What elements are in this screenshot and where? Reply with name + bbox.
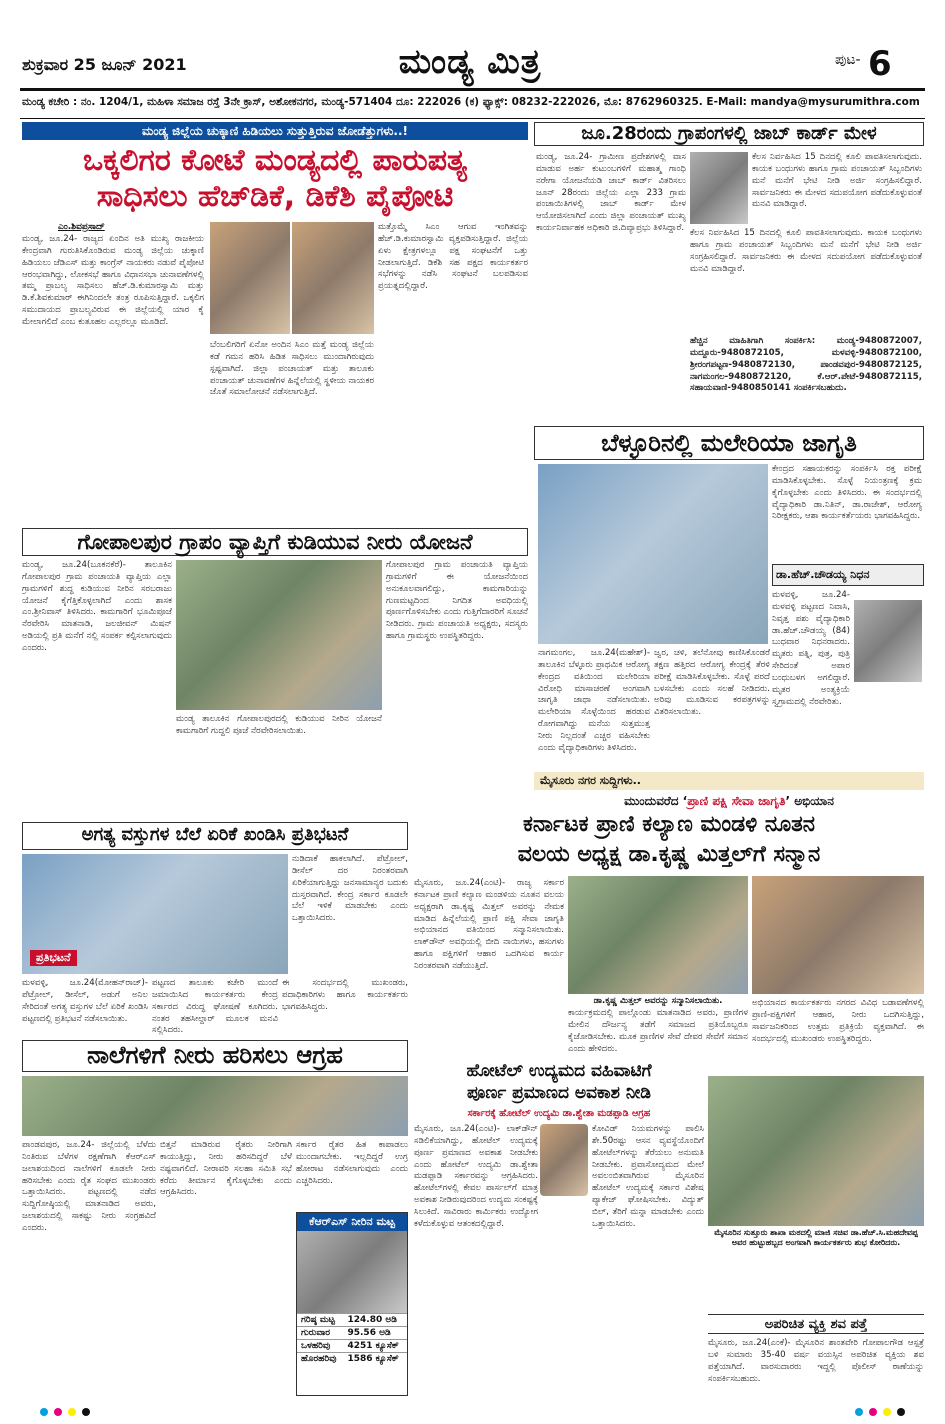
- masthead-rule: [20, 88, 925, 91]
- registration-dot-black: [897, 1408, 905, 1416]
- table-row: [297, 1353, 407, 1366]
- job-fair-column-1: ಮಂಡ್ಯ, ಜೂ.24- ಗ್ರಾಮೀಣ ಪ್ರದೇಶಗಳಲ್ಲಿ ವಾಸ ಮಾಡುವ ಅರ್ಹ ಕುಟುಂಬಗಳಿಗೆ ಮಹಾತ್ಮ ಗಾಂಧಿ ನರೇಗಾ ಯೋಜನೆಯಡಿ ಜಾಬ್ ಕಾರ್ಡ್ ವಿತರಿಸಲು ಜೂನ್ 28ರಂದು ಜಿಲ್ಲೆಯ ಎಲ್ಲಾ 233 ಗ್ರಾಮ ಪಂಚಾಯಿತಿಗಳಲ್ಲಿ ಜಾಬ್ ಕಾರ್ಡ್ ಮೇಳ ಆಯೋಜಿಸಲಾಗಿದೆ ಎಂದು ಜಿಲ್ಲಾ ಪಂಚಾಯತ್ ಮುಖ್ಯ ಕಾರ್ಯನಿರ್ವಾಹಕ ಅಧಿಕಾರಿ ಜಿ.ದಿವ್ಯಾಪ್ರಭು ತಿಳಿಸಿದ್ದಾರೆ.: [536, 152, 686, 234]
- animal-headline-line1: ಕರ್ನಾಟಕ ಪ್ರಾಣಿ ಕಲ್ಯಾಣ ಮಂಡಳಿ ನೂತನ: [523, 812, 815, 837]
- registration-dot-black: [82, 1408, 90, 1416]
- canal-headline: ನಾಲೆಗಳಿಗೆ ನೀರು ಹರಿಸಲು ಆಗ್ರಹ: [87, 1041, 343, 1069]
- krs-row-label: ಗುರುವಾರ: [297, 1327, 343, 1340]
- krs-row-value: 4251 ಕ್ಯೂಸೆಕ್: [343, 1340, 407, 1353]
- price-column-2: ಪಟ್ಟಣದ ತಾಲೂಕು ಕಚೇರಿ ಮುಂದೆ ಜಮಾಯಿಸಿದ ಕಾರ್ಯಕರ್ತರು ಕೇಂದ್ರ ಸರ್ಕಾರದ ವಿರುದ್ಧ ಘೋಷಣೆ ಕೂಗಿದರು. ನಂತರ ತಹಸೀಲ್ದಾರ್ ಮೂಲಕ ಮನವಿ ಸಲ್ಲಿಸಿದರು.: [152, 978, 278, 1036]
- mysuru-news-tag: ಮೈಸೂರು ನಗರ ಸುದ್ದಿಗಳು..: [534, 772, 924, 790]
- lead-headline-line1: ಒಕ್ಕಲಿಗರ ಕೋಟೆ ಮಂಡ್ಯದಲ್ಲಿ ಪಾರುಪತ್ಯ: [82, 143, 467, 178]
- water-column-2: ಗೋಪಾಲಪುರ ಗ್ರಾಮ ಪಂಚಾಯತಿ ವ್ಯಾಪ್ತಿಯ ಗ್ರಾಮಗಳಿಗೆ ಈ ಯೋಜನೆಯಿಂದ ಅನುಕೂಲವಾಗಲಿದ್ದು, ಕಾಮಗಾರಿಯನ್ನು ಗುಣಮಟ್ಟದಿಂದ ನಿಗದಿತ ಅವಧಿಯಲ್ಲಿ ಪೂರ್ಣಗೊಳಿಸಬೇಕು ಎಂದು ಗುತ್ತಿಗೆದಾರರಿಗೆ ಸೂಚನೆ ನೀಡಿದರು. ಗ್ರಾಮ ಪಂಚಾಯತಿ ಅಧ್ಯಕ್ಷರು, ಸದಸ್ಯರು ಹಾಗೂ ಗ್ರಾಮಸ್ಥರು ಉಪಸ್ಥಿತರಿದ್ದರು.: [386, 560, 528, 642]
- registration-dot-cyan: [40, 1408, 48, 1416]
- malaria-photo: [538, 464, 768, 644]
- unknown-body-title: ಅಪರಿಚಿತ ವ್ಯಕ್ತಿ ಶವ ಪತ್ತೆ: [708, 1314, 924, 1334]
- office-info-bar: ಮಂಡ್ಯ ಕಚೇರಿ : ನಂ. 1204/1, ಮಹಿಳಾ ಸಮಾಜ ರಸ್ತೆ 3ನೇ ಕ್ರಾಸ್, ಅಶೋಕನಗರ, ಮಂಡ್ಯ-571404 ದೂ: 222026 (ಕ) ಫ್ಯಾಕ್ಸ್: 08232-222026, ಮೊ: 8762960325. E-Mail: mandya@mysurumithra.com: [22, 96, 920, 108]
- page-number: 6: [868, 44, 892, 84]
- registration-dot-magenta: [54, 1408, 62, 1416]
- canal-meeting-photo: [22, 1076, 408, 1136]
- newspaper-logo: ಮಂಡ್ಯ ಮಿತ್ರ: [398, 42, 542, 82]
- hotel-column-1: ಮೈಸೂರು, ಜೂ.24(ಎಂಟಿ)- ಲಾಕ್‌ಡೌನ್ ಸಡಿಲಿಕೆಯಾಗಿದ್ದು, ಹೋಟೆಲ್ ಉದ್ಯಮಕ್ಕೆ ಪೂರ್ಣ ಪ್ರಮಾಣದ ಅವಕಾಶ ನೀಡಬೇಕು ಎಂದು ಹೋಟೆಲ್ ಉದ್ಯಮಿ ಡಾ.ಶ್ವೇತಾ ಮಡಪ್ಪಾಡಿ ಸರ್ಕಾರವನ್ನು ಆಗ್ರಹಿಸಿದರು. ಹೋಟೆಲ್‌ಗಳಲ್ಲಿ ಕೇವಲ ಪಾರ್ಸಲ್‌ಗೆ ಮಾತ್ರ ಅವಕಾಶ ನೀಡಿರುವುದರಿಂದ ಉದ್ಯಮ ಸಂಕಷ್ಟಕ್ಕೆ ಸಿಲುಕಿದೆ. ಸಾವಿರಾರು ಕಾರ್ಮಿಕರು ಉದ್ಯೋಗ ಕಳೆದುಕೊಳ್ಳುವ ಆತಂಕದಲ್ಲಿದ್ದಾರೆ.: [414, 1124, 538, 1229]
- price-side-text: ನುಡಿದಾಕೆ ಹಾಕಲಾಗಿದೆ. ಪೆಟ್ರೋಲ್, ಡೀಸೆಲ್ ದರ ನಿರಂತರವಾಗಿ ಏರಿಕೆಯಾಗುತ್ತಿದ್ದು ಜನಸಾಮಾನ್ಯರ ಬದುಕು ದುಸ್ತರವಾಗಿದೆ. ಕೇಂದ್ರ ಸರ್ಕಾರ ಕೂಡಲೇ ಬೆಲೆ ಇಳಿಕೆ ಮಾಡಬೇಕು ಎಂದು ಒತ್ತಾಯಿಸಿದರು.: [292, 854, 408, 924]
- krs-table: [297, 1313, 407, 1365]
- malaria-side-text: ಕೇಂದ್ರದ ಸಹಾಯಕರನ್ನು ಸಂಪರ್ಕಿಸಿ ರಕ್ತ ಪರೀಕ್ಷೆ ಮಾಡಿಸಿಕೊಳ್ಳಬೇಕು. ಸೊಳ್ಳೆ ನಿಯಂತ್ರಣಕ್ಕೆ ಕ್ರಮ ಕೈಗೊಳ್ಳಬೇಕು ಎಂದು ತಿಳಿಸಿದರು. ಈ ಸಂದರ್ಭದಲ್ಲಿ ವೈದ್ಯಾಧಿಕಾರಿ ಡಾ.ನಿತಿನ್, ಡಾ.ರಾಜೇಶ್, ಆರೋಗ್ಯ ನಿರೀಕ್ಷಕರು, ಆಶಾ ಕಾರ್ಯಕರ್ತೆಯರು ಭಾಗವಹಿಸಿದ್ದರು.: [772, 464, 922, 522]
- hotel-headline-line1: ಹೋಟೆಲ್ ಉದ್ಯಮದ ವಹಿವಾಟಿಗೆ: [466, 1061, 652, 1081]
- lead-kicker: ಮಂಡ್ಯ ಜಿಲ್ಲೆಯ ಚುಕ್ಕಾಣಿ ಹಿಡಿಯಲು ಸುತ್ತುತ್ತಿರುವ ಜೋಡೆತ್ತುಗಳು..!: [22, 122, 528, 140]
- krs-row-label: ಒಳಹರಿವು: [297, 1340, 343, 1353]
- animal-kicker-post: ’ ಅಭಿಯಾನ: [785, 794, 834, 808]
- water-column-1: ಮಂಡ್ಯ, ಜೂ.24(ಬೂಕನಕೆರೆ)- ತಾಲೂಕಿನ ಗೋಪಾಲಪುರ ಗ್ರಾಮ ಪಂಚಾಯತಿ ವ್ಯಾಪ್ತಿಯ ಎಲ್ಲಾ ಗ್ರಾಮಗಳಿಗೆ ಶುದ್ಧ ಕುಡಿಯುವ ನೀರಿನ ಸರಬರಾಜು ಯೋಜನೆ ಕೈಗೆತ್ತಿಕೊಳ್ಳಲಾಗಿದೆ ಎಂದು ಶಾಸಕ ಎಂ.ಶ್ರೀನಿವಾಸ್ ತಿಳಿಸಿದರು. ಕಾಮಗಾರಿಗೆ ಭೂಮಿಪೂಜೆ ನೆರವೇರಿಸಿ ಮಾತನಾಡಿ, ಜಲಜೀವನ್ ಮಿಷನ್ ಅಡಿಯಲ್ಲಿ ಪ್ರತಿ ಮನೆಗೆ ನಲ್ಲಿ ಸಂಪರ್ಕ ಕಲ್ಪಿಸಲಾಗುವುದು ಎಂದರು.: [22, 560, 172, 654]
- protest-banner-label: ಪ್ರತಿಭಟನೆ: [30, 950, 77, 966]
- issue-date: ಶುಕ್ರವಾರ 25 ಜೂನ್ 2021: [22, 55, 187, 74]
- krs-dam-photo: [297, 1231, 407, 1313]
- krs-water-level-box: [296, 1212, 408, 1396]
- registration-dot-magenta: [869, 1408, 877, 1416]
- unknown-body-text: ಮೈಸೂರು, ಜೂ.24(ಎಂಕೆ)- ಮೈಸೂರಿನ ಶಾಂತವೇರಿ ಗೋಪಾಲಗೌಡ ಆಸ್ಪತ್ರೆ ಬಳಿ ಸುಮಾರು 35-40 ವರ್ಷ ವಯಸ್ಸಿನ ಅಪರಿಚಿತ ವ್ಯಕ್ತಿಯ ಶವ ಪತ್ತೆಯಾಗಿದೆ. ವಾರಸುದಾರರು ಇದ್ದಲ್ಲಿ ಪೊಲೀಸ್ ಠಾಣೆಯನ್ನು ಸಂಪರ್ಕಿಸಬಹುದು.: [708, 1338, 924, 1384]
- price-headline: ಅಗತ್ಯ ವಸ್ತುಗಳ ಬೆಲೆ ಏರಿಕೆ ಖಂಡಿಸಿ ಪ್ರತಿಭಟನೆ: [81, 824, 349, 845]
- animal-kicker: [534, 794, 924, 812]
- animal-kicker-pre: ಮುಂದುವರೆದ ‘: [624, 794, 688, 808]
- animal-caption: ಡಾ.ಕೃಷ್ಣ ಮಿತ್ತಲ್ ಅವರನ್ನು ಸನ್ಮಾನಿಸಲಾಯಿತು.: [593, 996, 723, 1006]
- job-fair-column-2b: ಕೆಲಸ ನಿರ್ವಹಿಸಿದ 15 ದಿನದಲ್ಲಿ ಕೂಲಿ ಪಾವತಿಸಲಾಗುವುದು. ಕಾಯಕ ಬಂಧುಗಳು ಹಾಗೂ ಗ್ರಾಮ ಪಂಚಾಯತ್ ಸಿಬ್ಬಂದಿಗಳು ಮನೆ ಮನೆಗೆ ಭೇಟಿ ನೀಡಿ ಅರ್ಜಿ ಸಂಗ್ರಹಿಸಲಿದ್ದಾರೆ. ಸಾರ್ವಜನಿಕರು ಈ ಮೇಳದ ಸದುಪಯೋಗ ಪಡೆದುಕೊಳ್ಳುವಂತೆ ಮನವಿ ಮಾಡಿದ್ದಾರೆ.: [752, 152, 922, 210]
- malaria-headline: ಬೆಳ್ಳೂರಿನಲ್ಲಿ ಮಲೇರಿಯಾ ಜಾಗೃತಿ: [601, 429, 857, 457]
- krs-row-value: 1586 ಕ್ಯೂಸೆಕ್: [343, 1353, 407, 1366]
- lead-column-2: ಮತ್ತೊಮ್ಮೆ ಸಿಎಂ ಆಗುವ ಇಂಗಿತವನ್ನು ಹೆಚ್.ಡಿ.ಕುಮಾರಸ್ವಾಮಿ ವ್ಯಕ್ತಪಡಿಸುತ್ತಿದ್ದಾರೆ. ಜಿಲ್ಲೆಯ ಏಳು ಕ್ಷೇತ್ರಗಳಲ್ಲೂ ಪಕ್ಷ ಸಂಘಟನೆಗೆ ಒತ್ತು ನೀಡಲಾಗುತ್ತಿದೆ. ಡಿಕೆಶಿ ಸಹ ಪಕ್ಷದ ಕಾರ್ಯಕರ್ತರ ಸಭೆಗಳನ್ನು ನಡೆಸಿ ಸಂಘಟನೆ ಬಲಪಡಿಸುವ ಪ್ರಯತ್ನದಲ್ಲಿದ್ದಾರೆ.: [378, 222, 528, 292]
- lead-column-1: ಮಂಡ್ಯ, ಜೂ.24- ರಾಜ್ಯದ ಏಂದಿನ ಅತಿ ಮುಖ್ಯ ರಾಜಕೀಯ ಕೇಂದ್ರವಾಗಿ ಗುರುತಿಸಿಕೊಂಡಿರುವ ಮಂಡ್ಯ ಜಿಲ್ಲೆಯ ಚುಕ್ಕಾಣಿ ಹಿಡಿಯಲು ಜೆಡಿಎಸ್ ಮತ್ತು ಕಾಂಗ್ರೆಸ್ ನಾಯಕರು ನಡುವೆ ಪೈಪೋಟಿ ಆರಂಭವಾಗಿದ್ದು, ಲೋಕಸಭೆ ಹಾಗೂ ವಿಧಾನಸಭಾ ಚುನಾವಣೆಗಳಲ್ಲಿ ತಮ್ಮ ಪ್ರಾಬಲ್ಯ ಸಾಧಿಸಲು ಹೆಚ್.ಡಿ.ಕುಮಾರಸ್ವಾಮಿ ಮತ್ತು ಡಿ.ಕೆ.ಶಿವಕುಮಾರ್ ಈಗಿನಿಂದಲೇ ತಂತ್ರ ರೂಪಿಸುತ್ತಿದ್ದಾರೆ. ಒಕ್ಕಲಿಗ ಸಮುದಾಯದ ಪ್ರಾಬಲ್ಯವಿರುವ ಈ ಜಿಲ್ಲೆಯಲ್ಲಿ ಯಾರ ಕೈ ಮೇಲಾಗಲಿದೆ ಎಂಬ ಕುತೂಹಲ ಎಲ್ಲರಲ್ಲೂ ಮೂಡಿದೆ.: [22, 234, 204, 328]
- krs-row-label: ಹೊರಹರಿವು: [297, 1353, 343, 1366]
- canal-column-3: ಸರ್ಕಾರ ರೈತರ ಹಿತ ಕಾಪಾಡಲು ಮುಂದಾಗಬೇಕು. ಇಲ್ಲದಿದ್ದರೆ ಉಗ್ರ ಹೋರಾಟ ನಡೆಸಲಾಗುವುದು ಎಂದು ಎಚ್ಚರಿಸಿದರು.: [296, 1140, 408, 1186]
- hotel-kicker: ಸರ್ಕಾರಕ್ಕೆ ಹೋಟೆಲ್ ಉದ್ಯಮಿ ಡಾ.ಶ್ವೇತಾ ಮಡಪ್ಪಾಡಿ ಆಗ್ರಹ: [467, 1108, 651, 1119]
- price-column-1: ಮಳವಳ್ಳಿ, ಜೂ.24(ಮೋಹನ್‌ರಾಜ್)- ಪೆಟ್ರೋಲ್, ಡೀಸೆಲ್, ಅಡುಗೆ ಅನಿಲ ಸೇರಿದಂತೆ ಅಗತ್ಯ ವಸ್ತುಗಳ ಬೆಲೆ ಏರಿಕೆ ಖಂಡಿಸಿ ಪಟ್ಟಣದಲ್ಲಿ ಪ್ರತಿಭಟನೆ ನಡೆಸಲಾಯಿತು.: [22, 978, 148, 1024]
- page-label: ಪುಟ-: [835, 52, 861, 68]
- obituary-title: ಡಾ.ಹೆಚ್.ಚೌಡಯ್ಯ ನಿಧನ: [776, 568, 870, 581]
- canal-column-1: ಪಾಂಡವಪುರ, ಜೂ.24- ಜಿಲ್ಲೆಯಲ್ಲಿ ಬೆಳೆದು ನಿಂತಿರುವ ಬೆಳೆಗಳ ರಕ್ಷಣೆಗಾಗಿ ಕೆಆರ್‌ಎಸ್ ಜಲಾಶಯದಿಂದ ನಾಲೆಗಳಿಗೆ ಕೂಡಲೇ ನೀರು ಹರಿಸಬೇಕು ಎಂದು ರೈತ ಸಂಘದ ಮುಖಂಡರು ಒತ್ತಾಯಿಸಿದರು. ಪಟ್ಟಣದಲ್ಲಿ ನಡೆದ ಸುದ್ದಿಗೋಷ್ಠಿಯಲ್ಲಿ ಮಾತನಾಡಿದ ಅವರು, ಜಲಾಶಯದಲ್ಲಿ ಸಾಕಷ್ಟು ನೀರು ಸಂಗ್ರಹವಿದೆ ಎಂದರು.: [22, 1140, 156, 1234]
- malaria-column-2: ಜ್ವರ, ಚಳಿ, ತಲೆನೋವು ಕಾಣಿಸಿಕೊಂಡರೆ ತಕ್ಷಣ ಹತ್ತಿರದ ಆರೋಗ್ಯ ಕೇಂದ್ರಕ್ಕೆ ತೆರಳಿ ಪರೀಕ್ಷೆ ಮಾಡಿಸಿಕೊಳ್ಳಬೇಕು. ಸೊಳ್ಳೆ ಪರದೆ ಬಳಸಬೇಕು ಎಂದು ಸಲಹೆ ನೀಡಿದರು. ಅರಿವು ಮೂಡಿಸುವ ಕರಪತ್ರಗಳನ್ನು ವಿತರಿಸಲಾಯಿತು.: [654, 648, 770, 718]
- canal-column-2: ಬಿತ್ತನೆ ಮಾಡಿರುವ ರೈತರು ನೀರಿಗಾಗಿ ಕಾಯುತ್ತಿದ್ದು, ನೀರು ಹರಿಸದಿದ್ದರೆ ಬೆಳೆ ನಷ್ಟವಾಗಲಿದೆ. ನೀರಾವರಿ ಸಲಹಾ ಸಮಿತಿ ಸಭೆ ಕರೆದು ತೀರ್ಮಾನ ಕೈಗೊಳ್ಳಬೇಕು ಎಂದು ಆಗ್ರಹಿಸಿದರು.: [160, 1140, 292, 1198]
- water-ceremony-photo: [176, 560, 382, 710]
- krs-title: ಕೆಆರ್‌ಎಸ್ ನೀರಿನ ಮಟ್ಟ: [297, 1213, 407, 1231]
- obituary-text: ಮಳವಳ್ಳಿ, ಜೂ.24- ಮಳವಳ್ಳಿ ಪಟ್ಟಣದ ನಿವಾಸಿ, ನಿವೃತ್ತ ಪಶು ವೈದ್ಯಾಧಿಕಾರಿ ಡಾ.ಹೆಚ್.ಚೌಡಯ್ಯ (84) ಬುಧವಾರ ನಿಧನರಾದರು. ಮೃತರು ಪತ್ನಿ, ಪುತ್ರ, ಪುತ್ರಿ ಸೇರಿದಂತೆ ಅಪಾರ ಬಂಧುಬಳಗ ಅಗಲಿದ್ದಾರೆ. ಮೃತರ ಅಂತ್ಯಕ್ರಿಯೆ ಸ್ವಗ್ರಾಮದಲ್ಲಿ ನೆರವೇರಿತು.: [772, 590, 850, 707]
- table-row: [297, 1314, 407, 1327]
- hotel-column-2: ಕೋವಿಡ್ ನಿಯಮಗಳನ್ನು ಪಾಲಿಸಿ ಶೇ.50ರಷ್ಟು ಆಸನ ವ್ಯವಸ್ಥೆಯೊಂದಿಗೆ ಹೋಟೆಲ್‌ಗಳನ್ನು ತೆರೆಯಲು ಅನುಮತಿ ನೀಡಬೇಕು. ಪ್ರವಾಸೋದ್ಯಮದ ಮೇಲೆ ಅವಲಂಬಿತವಾಗಿರುವ ಮೈಸೂರಿನ ಹೋಟೆಲ್ ಉದ್ಯಮಕ್ಕೆ ಸರ್ಕಾರ ವಿಶೇಷ ಪ್ಯಾಕೇಜ್ ಘೋಷಿಸಬೇಕು. ವಿದ್ಯುತ್ ಬಿಲ್, ತೆರಿಗೆ ಮನ್ನಾ ಮಾಡಬೇಕು ಎಂದು ಒತ್ತಾಯಿಸಿದರು.: [592, 1124, 704, 1229]
- registration-dot-yellow: [883, 1408, 891, 1416]
- water-caption: ಮಂಡ್ಯ ತಾಲೂಕಿನ ಗೋಪಾಲಪುರದಲ್ಲಿ ಕುಡಿಯುವ ನೀರಿನ ಯೋಜನೆ ಕಾಮಗಾರಿಗೆ ಗುದ್ದಲಿ ಪೂಜೆ ನೆರವೇರಿಸಲಾಯಿತು.: [176, 714, 382, 736]
- hotelier-portrait: [540, 1124, 588, 1196]
- price-column-3: ಈ ಸಂದರ್ಭದಲ್ಲಿ ಮುಖಂಡರು, ಪದಾಧಿಕಾರಿಗಳು ಹಾಗೂ ಕಾರ್ಯಕರ್ತರು ಭಾಗವಹಿಸಿದ್ದರು.: [282, 978, 408, 1012]
- lead-byline: ಎಂ.ಶಿವಪ್ರಸಾದ್: [58, 222, 105, 232]
- krs-row-label: ಗರಿಷ್ಠ ಮಟ್ಟ: [297, 1314, 343, 1327]
- animal-headline-line2: ವಲಯ ಅಧ್ಯಕ್ಷ ಡಾ.ಕೃಷ್ಣ ಮಿತ್ತಲ್‌ಗೆ ಸನ್ಮಾನ: [517, 842, 821, 867]
- officer-portrait: [690, 152, 748, 224]
- animal-column-3: ಅಭಿಯಾನದ ಕಾರ್ಯಕರ್ತರು ನಗರದ ವಿವಿಧ ಬಡಾವಣೆಗಳಲ್ಲಿ ಪ್ರಾಣಿ-ಪಕ್ಷಿಗಳಿಗೆ ಆಹಾರ, ನೀರು ಒದಗಿಸುತ್ತಿದ್ದು, ಸಾರ್ವಜನಿಕರಿಂದ ಉತ್ತಮ ಪ್ರತಿಕ್ರಿಯೆ ವ್ಯಕ್ತವಾಗಿದೆ. ಈ ಸಂದರ್ಭದಲ್ಲಿ ಮುಖಂಡರು ಉಪಸ್ಥಿತರಿದ್ದರು.: [752, 998, 924, 1044]
- table-row: [297, 1340, 407, 1353]
- birthday-felicitation-photo: [708, 1076, 924, 1226]
- kumaraswamy-photo: [210, 222, 290, 334]
- job-fair-column-2: ಕೆಲಸ ನಿರ್ವಹಿಸಿದ 15 ದಿನದಲ್ಲಿ ಕೂಲಿ ಪಾವತಿಸಲಾಗುವುದು. ಕಾಯಕ ಬಂಧುಗಳು ಹಾಗೂ ಗ್ರಾಮ ಪಂಚಾಯತ್ ಸಿಬ್ಬಂದಿಗಳು ಮನೆ ಮನೆಗೆ ಭೇಟಿ ನೀಡಿ ಅರ್ಜಿ ಸಂಗ್ರಹಿಸಲಿದ್ದಾರೆ. ಸಾರ್ವಜನಿಕರು ಈ ಮೇಳದ ಸದುಪಯೋಗ ಪಡೆದುಕೊಳ್ಳುವಂತೆ ಮನವಿ ಮಾಡಿದ್ದಾರೆ.: [690, 228, 922, 274]
- table-row: [297, 1327, 407, 1340]
- shivakumar-photo: [292, 222, 374, 334]
- krs-row-value: 95.56 ಅಡಿ: [343, 1327, 407, 1340]
- registration-dot-cyan: [855, 1408, 863, 1416]
- krs-row-value: 124.80 ಅಡಿ: [343, 1314, 407, 1327]
- animal-felicitation-photo-2: [752, 876, 924, 994]
- job-fair-contacts: ಹೆಚ್ಚಿನ ಮಾಹಿತಿಗಾಗಿ ಸಂಪರ್ಕಿಸಿ: ಮಂಡ್ಯ-9480872007, ಮದ್ದೂರು-9480872105, ಮಳವಳ್ಳಿ-9480872100, ಶ್ರೀರಂಗಪಟ್ಟಣ-9480872130, ಪಾಂಡವಪುರ-9480872125, ನಾಗಮಂಗಲ-9480872120, ಕೆ.ಆರ್.ಪೇಟೆ-9480872115, ಸಹಾಯವಾಣಿ-9480850141 ಸಂಪರ್ಕಿಸಬಹುದು.: [690, 336, 922, 394]
- malaria-column-1: ನಾಗಮಂಗಲ, ಜೂ.24(ಮಹೇಶ್)- ತಾಲೂಕಿನ ಬೆಳ್ಳೂರು ಪ್ರಾಥಮಿಕ ಆರೋಗ್ಯ ಕೇಂದ್ರದ ವತಿಯಿಂದ ಮಲೇರಿಯಾ ವಿರೋಧಿ ಮಾಸಾಚರಣೆ ಅಂಗವಾಗಿ ಜಾಗೃತಿ ಜಾಥಾ ನಡೆಸಲಾಯಿತು. ಮಲೇರಿಯಾ ಸೊಳ್ಳೆಯಿಂದ ಹರಡುವ ರೋಗವಾಗಿದ್ದು ಮನೆಯ ಸುತ್ತಮುತ್ತ ನೀರು ನಿಲ್ಲದಂತೆ ಎಚ್ಚರ ವಹಿಸಬೇಕು ಎಂದು ವೈದ್ಯಾಧಿಕಾರಿಗಳು ತಿಳಿಸಿದರು.: [538, 648, 650, 753]
- lead-headline-line2: ಸಾಧಿಸಲು ಹೆಚ್‌ಡಿಕೆ, ಡಿಕೆಶಿ ಪೈಪೋಟಿ: [96, 179, 454, 214]
- registration-dot-yellow: [68, 1408, 76, 1416]
- obituary-portrait: [854, 600, 922, 682]
- job-fair-headline: ಜೂ.28ರಂದು ಗ್ರಾಪಂಗಳಲ್ಲಿ ಜಾಬ್ ಕಾರ್ಡ್ ಮೇಳ: [581, 123, 877, 144]
- animal-column-1: ಮೈಸೂರು, ಜೂ.24(ಎಂಟಿ)- ರಾಜ್ಯ ಸರ್ಕಾರ ಕರ್ನಾಟಕ ಪ್ರಾಣಿ ಕಲ್ಯಾಣ ಮಂಡಳಿಯ ನೂತನ ವಲಯ ಅಧ್ಯಕ್ಷರಾಗಿ ಡಾ.ಕೃಷ್ಣ ಮಿತ್ತಲ್ ಅವರನ್ನು ನೇಮಕ ಮಾಡಿದ ಹಿನ್ನೆಲೆಯಲ್ಲಿ ಪ್ರಾಣಿ ಪಕ್ಷಿ ಸೇವಾ ಜಾಗೃತಿ ಅಭಿಯಾನದ ವತಿಯಿಂದ ಸನ್ಮಾನಿಸಲಾಯಿತು. ಲಾಕ್‌ಡೌನ್ ಅವಧಿಯಲ್ಲಿ ಬೀದಿ ನಾಯಿಗಳು, ಹಸುಗಳು ಹಾಗೂ ಪಕ್ಷಿಗಳಿಗೆ ಆಹಾರ ಒದಗಿಸುವ ಕಾರ್ಯ ನಿರಂತರವಾಗಿ ನಡೆಯುತ್ತಿದೆ.: [414, 878, 564, 972]
- water-headline: ಗೋಪಾಲಪುರ ಗ್ರಾಪಂ ವ್ಯಾಪ್ತಿಗೆ ಕುಡಿಯುವ ನೀರು ಯೋಜನೆ: [77, 530, 473, 554]
- animal-felicitation-photo-1: [568, 876, 748, 994]
- birthday-caption: ಮೈಸೂರಿನ ಸುತ್ತೂರು ಶಾಖಾ ಮಠದಲ್ಲಿ ಮಾಜಿ ಸಚಿವ ಡಾ.ಹೆಚ್.ಸಿ.ಮಹದೇವಪ್ಪ ಅವರ ಹುಟ್ಟುಹಬ್ಬದ ಅಂಗವಾಗಿ ಕಾರ್ಯಕರ್ತರು ಶುಭ ಕೋರಿದರು.: [714, 1228, 918, 1248]
- info-rule: [20, 118, 925, 119]
- hotel-headline-line2: ಪೂರ್ಣ ಪ್ರಮಾಣದ ಅವಕಾಶ ನೀಡಿ: [467, 1083, 651, 1103]
- animal-column-2: ಕಾರ್ಯಕ್ರಮದಲ್ಲಿ ಪಾಲ್ಗೊಂಡು ಮಾತನಾಡಿದ ಅವರು, ಪ್ರಾಣಿಗಳ ಮೇಲಿನ ದೌರ್ಜನ್ಯ ತಡೆಗೆ ಸಮಾಜದ ಪ್ರತಿಯೊಬ್ಬರೂ ಕೈಜೋಡಿಸಬೇಕು. ಮೂಕ ಪ್ರಾಣಿಗಳ ಸೇವೆ ದೇವರ ಸೇವೆಗೆ ಸಮಾನ ಎಂದು ಹೇಳಿದರು.: [568, 1008, 748, 1054]
- animal-kicker-campaign: ಪ್ರಾಣಿ ಪಕ್ಷಿ ಸೇವಾ ಜಾಗೃತಿ: [687, 794, 786, 808]
- lead-column-3: ಬೆಂಬಲಿಗರಿಗೆ ಏನೋ ಅಂದಿನ ಸಿಎಂ ಮತ್ತೆ ಮಂಡ್ಯ ಜಿಲ್ಲೆಯ ಕಡೆ ಗಮನ ಹರಿಸಿ ಹಿಡಿತ ಸಾಧಿಸಲು ಮುಂದಾಗಿರುವುದು ಸ್ಪಷ್ಟವಾಗಿದೆ. ಜಿಲ್ಲಾ ಪಂಚಾಯತ್ ಮತ್ತು ತಾಲೂಕು ಪಂಚಾಯತ್ ಚುನಾವಣೆಗಳ ಹಿನ್ನೆಲೆಯಲ್ಲಿ ಸ್ಥಳೀಯ ನಾಯಕರ ಜೊತೆ ಸಮಾಲೋಚನೆ ನಡೆಸಲಾಗುತ್ತಿದೆ.: [210, 340, 374, 398]
